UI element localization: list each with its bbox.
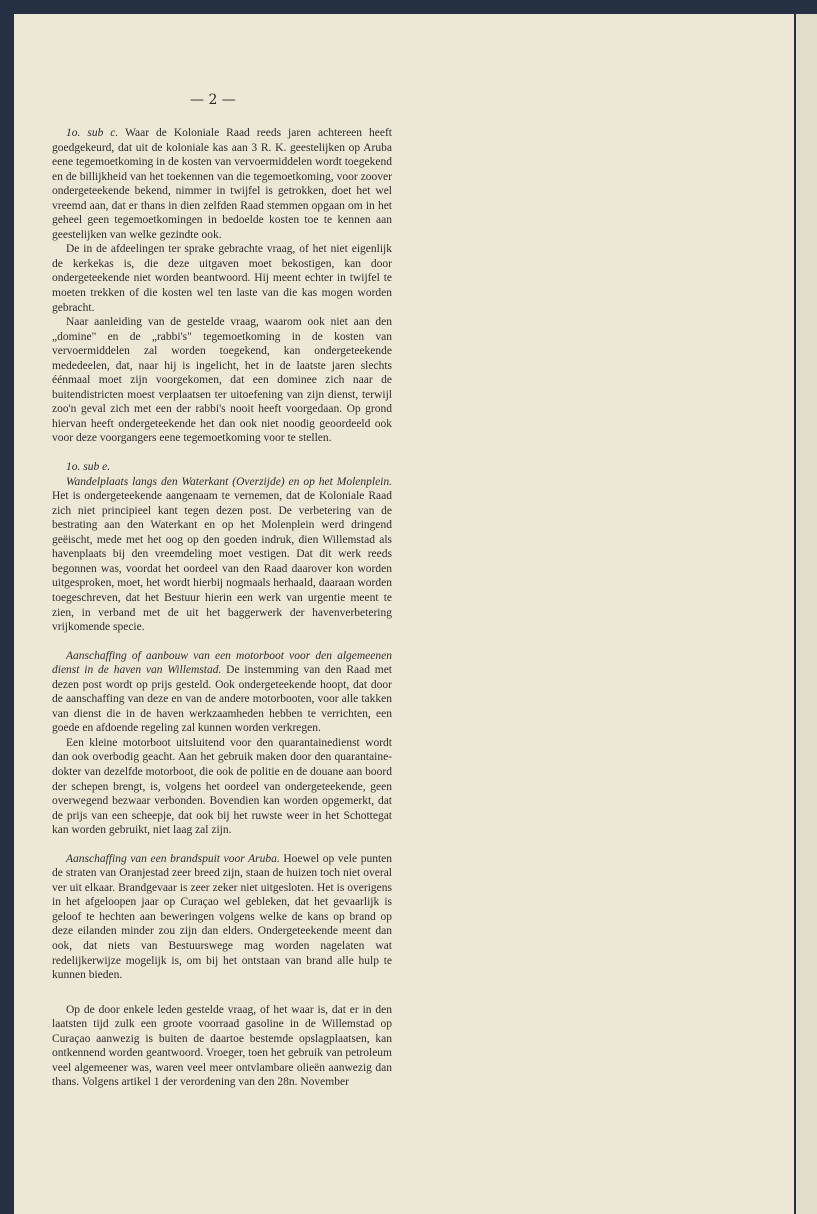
paragraph-lead: Aanschaffing van een brandspuit voor Aruba. (66, 852, 280, 865)
paragraph-gasoline: Op de door enkele leden gestelde vraag, of het waar is, dat er in den laatsten tijd zulk een groote voorraad gasoline in de Willemstad op Curaçao aanwezig is buiten de daartoe bestemde opslagplaatsen, kan ontkennend worden geantwoord. Vroeger, toen het gebruik van petroleum veel algemeener was, waren veel meer ontvlambare olieën aanwezig dan thans. Volgens artikel 1 der verordening van den 28n. November (52, 1003, 392, 1089)
text-column (52, 126, 392, 1090)
paragraph-brandspuit (52, 852, 392, 983)
paragraph-lead: Wandelplaats langs den Waterkant (Overzijde) en op het Molenplein. (66, 475, 392, 488)
paragraph-sub-c (52, 126, 392, 242)
section-heading-label: 1o. sub e. (66, 461, 111, 474)
page-number: — 2 — (190, 92, 236, 108)
paragraph-domine-rabbi: Naar aanleiding van de gestelde vraag, waarom ook niet aan den „domine" en de „rabbi's" tegemoetkoming in de kosten van vervoermiddelen zal worden toegekend, kan ondergeteekende mededeelen, dat, naar hij is ingelicht, het in de laatste jaren slechts éénmaal moet zijn voorgekomen, dat een dominee zich naar de buitendistricten moest verplaatsen ter uitoefening van zijn dienst, terwijl zoo'n geval zich met een der rabbi's nooit heeft voorgedaan. Op grond hiervan heeft ondergeteekende het dan ook niet noodig geoordeeld ook voor deze voorgangers eene tegemoetkoming voor te stellen. (52, 316, 392, 445)
paragraph-wandelplaats (52, 475, 392, 635)
paragraph-motorboot (52, 649, 392, 736)
paragraph-text: Waar de Koloniale Raad reeds jaren achtereen heeft goedgekeurd, dat uit de koloniale kas aan 3 R. K. geestelijken op Aruba eene tegemoetkoming in de kosten van vervoermiddelen wordt toegekend en de billijkheid van het toekennen van die tegemoetkoming, voor zoover ondergeteekende bekend, nimmer in twijfel is getrokken, doet het wel vreemd aan, dat er thans in dien zelfden Raad stemmen opgaan om in het geheel geen tegemoetkomingen in bedoelde kosten toe te kennen aan geestelijken van welke gezindte ook. (52, 127, 392, 241)
paragraph-lead: Aanschaffing of aanbouw van een motorboot voor den algemeenen dienst in de haven van Willemstad. (52, 649, 392, 677)
paragraph-text: Het is ondergeteekende aangenaam te vernemen, dat de Koloniale Raad zich niet principieel kant tegen dezen post. De verbetering van de bestrating aan den Waterkant en op het Molenplein werd dringend geëischt, mede met het oog op den goeden indruk, dien Willemstad als havenplaats bij den vreemdeling moet vestigen. Dat dit werk reeds begonnen was, voordat het oordeel van den Raad daarover kon worden uitgesproken, moet, het wordt hierbij nogmaals herhaald, daaraan worden toegeschreven, dat het Bestuur hierin een werk van urgentie meent te zien, in verband met de uit het baggerwerk der havenverbetering vrijkomende specie. (52, 490, 392, 634)
adjacent-page-edge (796, 14, 817, 1214)
paragraph-lead: 1o. sub c. (66, 127, 119, 139)
section-heading-sub-e (52, 460, 392, 475)
paragraph-text: Hoewel op vele punten de straten van Oranjestad zeer breed zijn, staan de huizen toch niet overal ver uit elkaar. Brandgevaar is zeer zeker niet uitgesloten. Het is overigens in het afgeloopen jaar op Curaçao wel gebleken, dat het gevaarlijk is geloof te hechten aan beweringen volgens welke de kans op brand op deze eilanden minder zou zijn dan elders. Ondergeteekende meent dan ook, dat niets van Bestuurswege mag worden nagelaten wat redelijkerwijze mogelijk is, om bij het ontstaan van brand alle hulp te kunnen bieden. (52, 852, 392, 982)
paragraph-kerkekas: De in de afdeelingen ter sprake gebrachte vraag, of het niet eigenlijk de kerkekas is, die deze uitgaven moet bekostigen, kan door ondergeteekende niet worden beantwoord. Hij meent echter in twijfel te moeten trekken of die kosten wel ten laste van die kas mogen worden gebracht. (52, 243, 392, 314)
paragraph-quarantaine: Een kleine motorboot uitsluitend voor den quarantainedienst wordt dan ook overbodig geacht. Aan het gebruik maken door den quarantaine-dokter van dezelfde motorboot, die ook de politie en de douane aan boord der schepen brengt, is, volgens het oordeel van ondergeteekende, geen overwegend bezwaar verbonden. Bovendien kan worden opgemerkt, dat de prijs van een scheepje, dat ook bij het ruwste weer in het Schottegat kan worden gebruikt, niet laag zal zijn. (52, 736, 392, 837)
paragraph-text: De instemming van den Raad met dezen post wordt op prijs gesteld. Ook ondergeteekende hoopt, dat door de aanschaffing van deze en van de andere motorbooten, voor alle takken van dienst die in de haven werkzaamheden hebben te verrichten, een goede en afdoende regeling zal kunnen worden verkregen. (52, 664, 392, 735)
